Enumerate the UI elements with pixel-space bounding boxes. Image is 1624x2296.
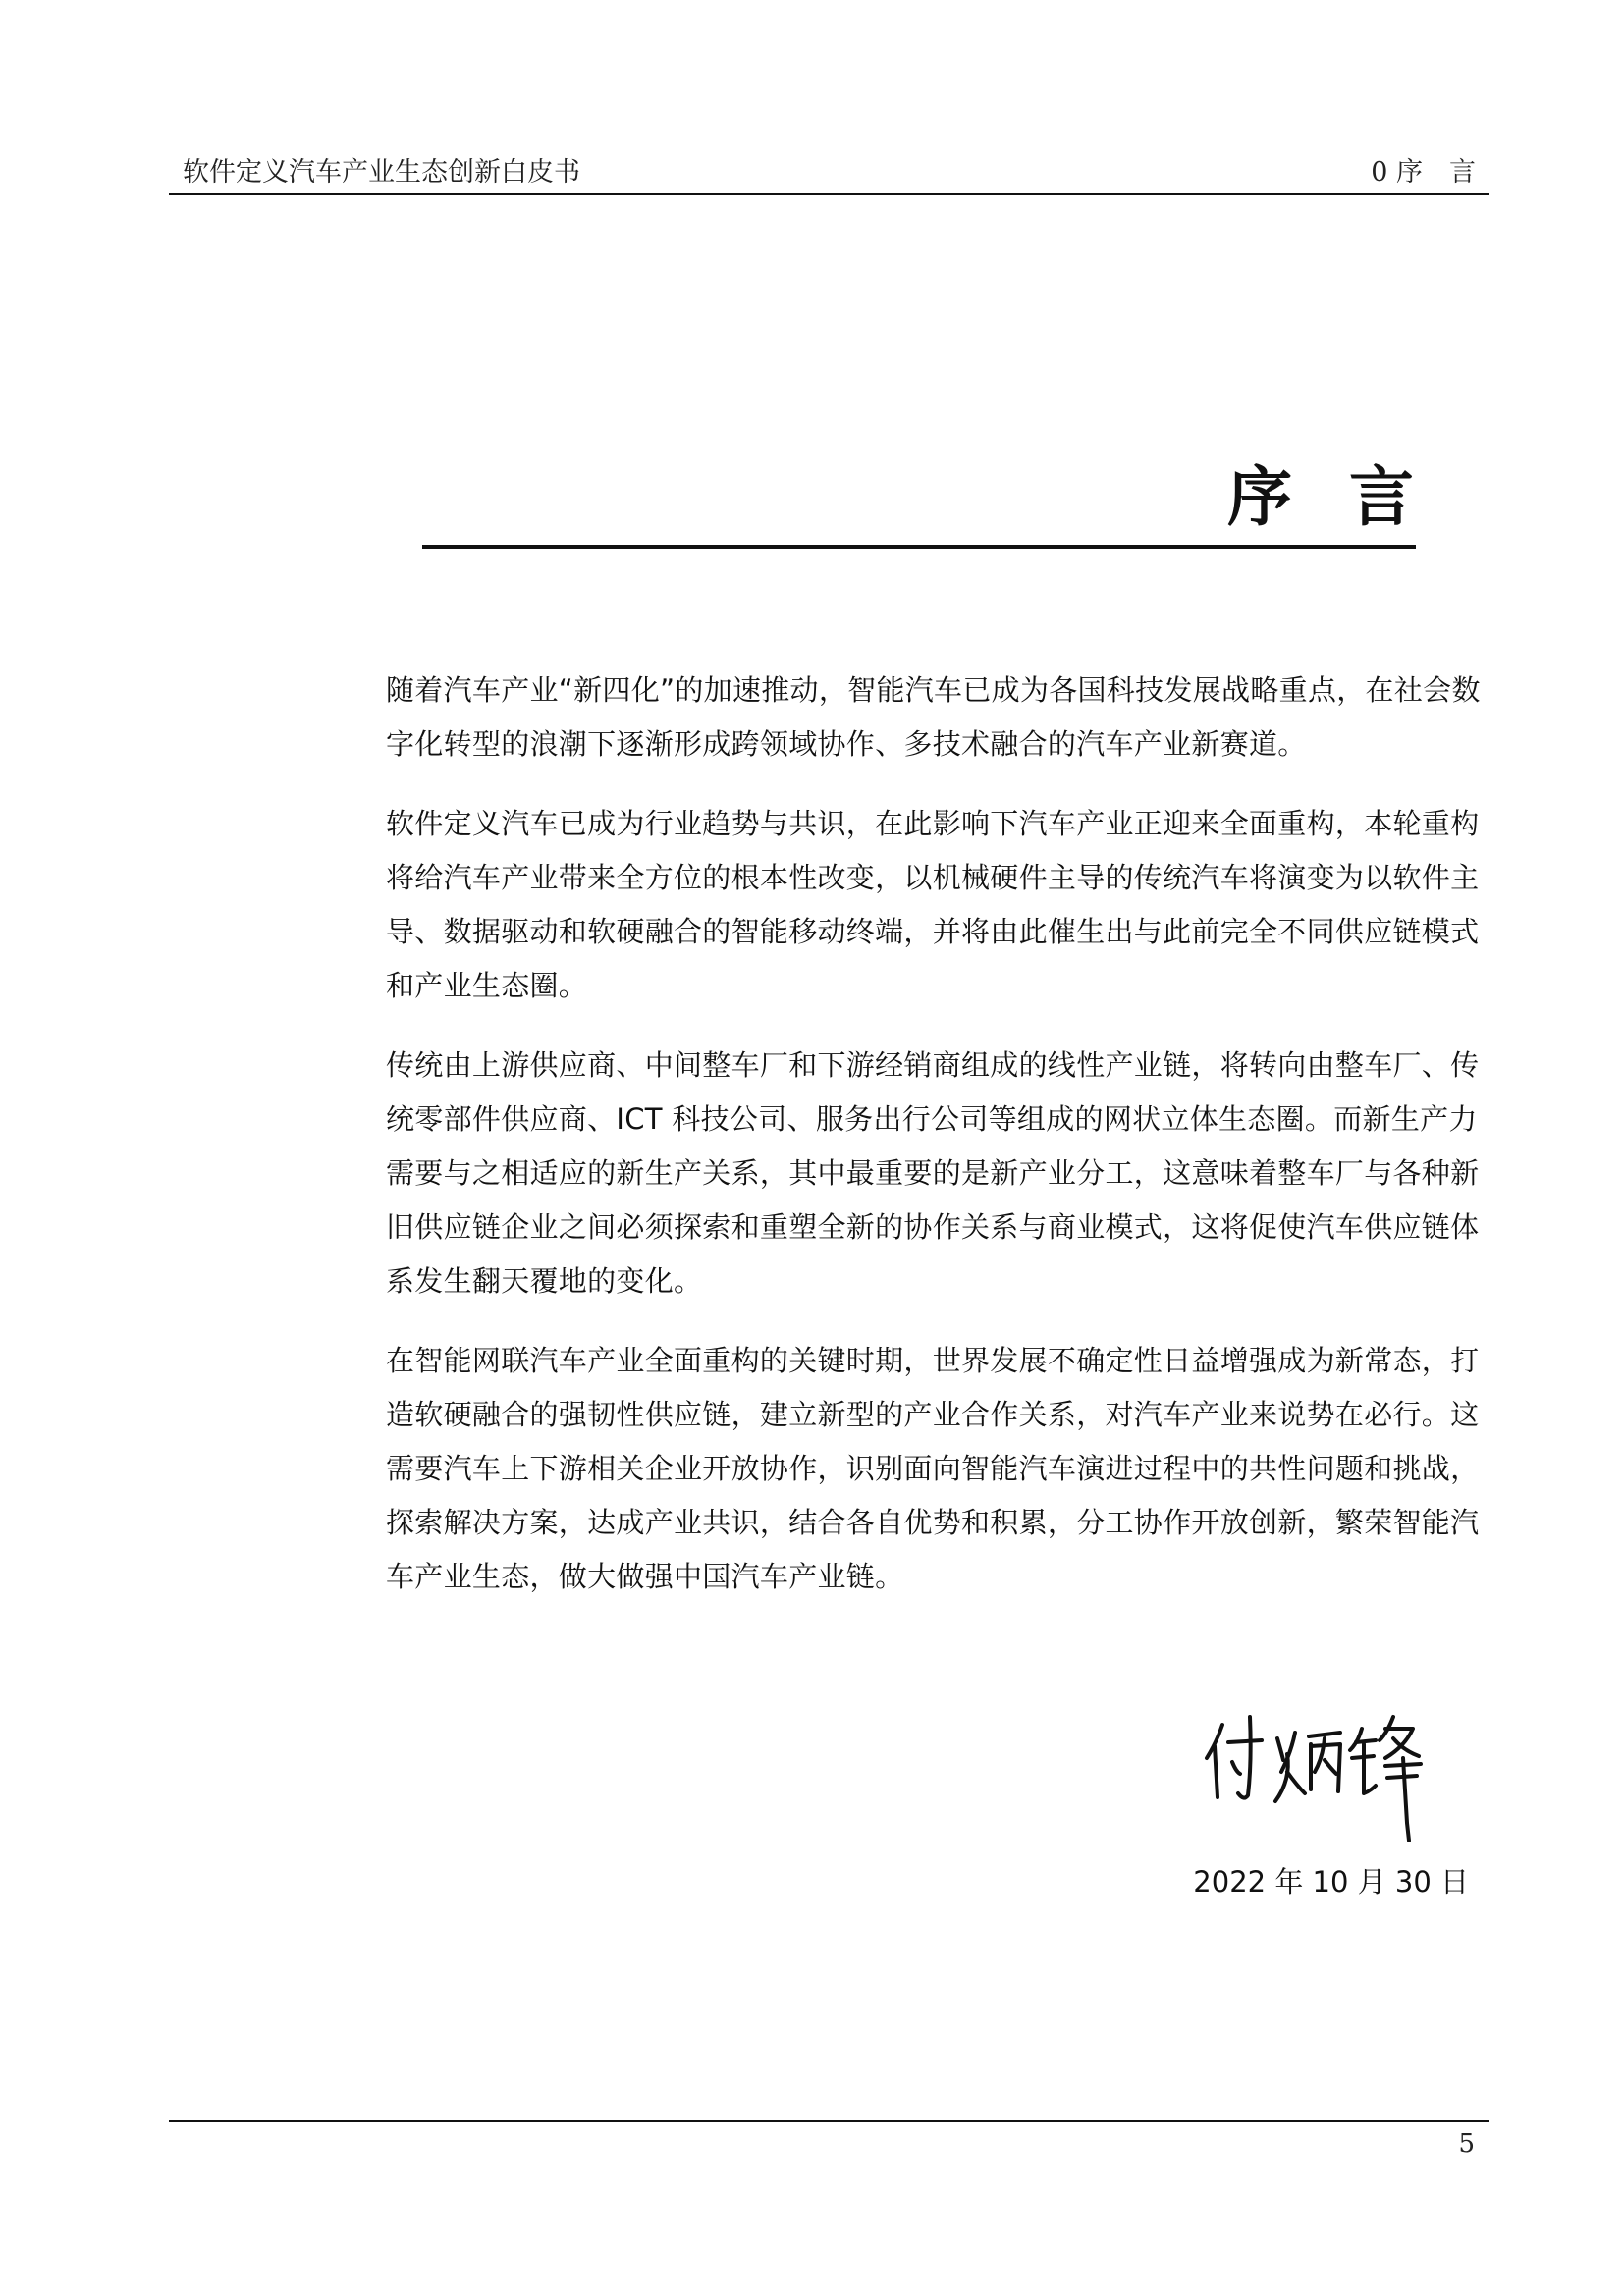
page-number: 5 [1458, 2129, 1475, 2159]
paragraph-3: 传统由上游供应商、中间整车厂和下游经销商组成的线性产业链，将转向由整车厂、传统零部件供应商、ICT 科技公司、服务出行公司等组成的网状立体生态圈。而新生产力需要与之相适应的新生产关系，其中最重要的是新产业分工，这意味着整车厂与各种新旧供应链企业之间必须探索和重塑全新的协作关系与商业模式，这将促使汽车供应链体系发生翻天覆地的变化。 [386, 1048, 1480, 1298]
paragraph-4: 在智能网联汽车产业全面重构的关键时期，世界发展不确定性日益增强成为新常态，打造软硬融合的强韧性供应链，建立新型的产业合作关系，对汽车产业来说势在必行。这需要汽车上下游相关企业开放协作，识别面向智能汽车演进过程中的共性问题和挑战，探索解决方案，达成产业共识，结合各自优势和积累，分工协作开放创新，繁荣智能汽车产业生态，做大做强中国汽车产业链。 [386, 1344, 1480, 1593]
running-header [169, 155, 1489, 190]
title-underline [422, 545, 1416, 549]
sign-date: 2022 年 10 月 30 日 [1193, 1865, 1469, 1898]
chapter-title-char-2: 言 [1349, 459, 1414, 535]
chapter-title [1080, 454, 1414, 542]
paragraph-2: 软件定义汽车已成为行业趋势与共识，在此影响下汽车产业正迎来全面重构，本轮重构将给汽车产业带来全方位的根本性改变，以机械硬件主导的传统汽车将演变为以软件主导、数据驱动和软硬融合的智能移动终端，并将由此催生出与此前完全不同供应链模式和产业生态圈。 [386, 807, 1480, 1002]
section-label: 0 序 言 [1371, 157, 1476, 187]
preface-body [386, 664, 1486, 1629]
header-divider [169, 193, 1489, 195]
book-title: 软件定义汽车产业生态创新白皮书 [183, 157, 580, 187]
footer-divider [169, 2120, 1489, 2122]
paragraph-1: 随着汽车产业“新四化”的加速推动，智能汽车已成为各国科技发展战略重点，在社会数字化转型的浪潮下逐渐形成跨领域协作、多技术融合的汽车产业新赛道。 [386, 673, 1481, 761]
signature-image [1193, 1703, 1473, 1845]
chapter-title-char-1: 序 [1227, 459, 1292, 535]
handwritten-signature [1193, 1703, 1473, 1845]
